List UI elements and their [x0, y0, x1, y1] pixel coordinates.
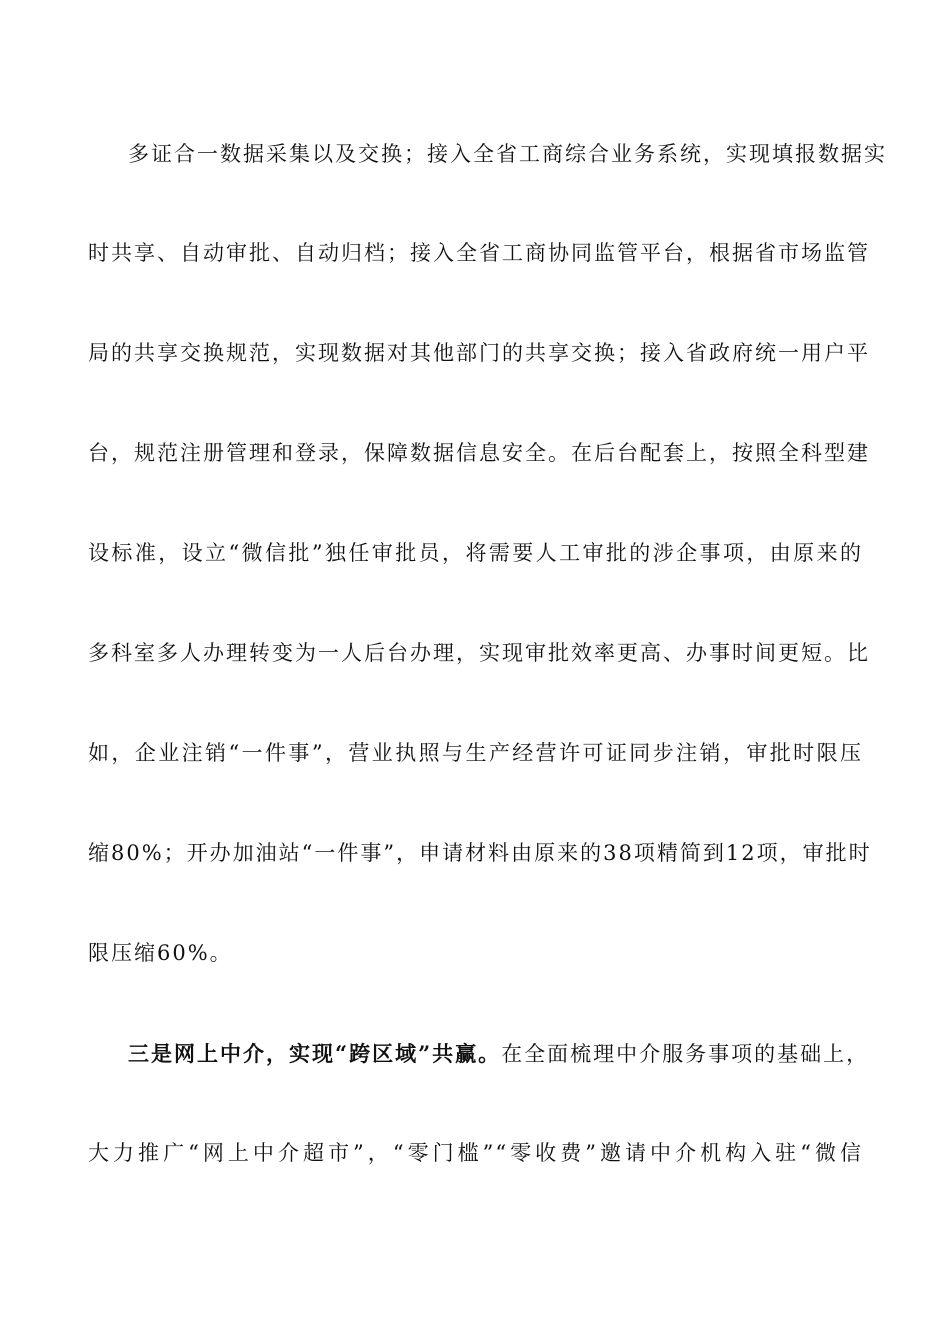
text-line	[128, 1040, 870, 1068]
text-line: 多证合一数据采集以及交换；接入全省工商综合业务系统，实现填报数据实	[128, 142, 887, 166]
text-line: 多科室多人办理转变为一人后台办理，实现审批效率更高、办事时间更短。比	[88, 641, 870, 665]
text-line: 设标准，设立“微信批”独任审批员，将需要人工审批的涉企事项，由原来的	[88, 541, 863, 565]
text-line: 台，规范注册管理和登录，保障数据信息安全。在后台配套上，按照全科型建	[88, 441, 870, 465]
text-line: 如，企业注销“一件事”，营业执照与生产经营许可证同步注销，审批时限压	[88, 741, 863, 765]
text-line: 缩80%；开办加油站“一件事”，申请材料由原来的38项精简到12项，审批时	[88, 841, 872, 865]
section-heading: 三是网上中介，实现“跨区域”共赢。	[128, 1041, 502, 1066]
text-line: 时共享、自动审批、自动归档；接入全省工商协同监管平台，根据省市场监管	[88, 241, 870, 265]
heading-continuation: 在全面梳理中介服务事项的基础上，	[501, 1042, 870, 1066]
text-line: 大力推广“网上中介超市”，“零门槛”“零收费”邀请中介机构入驻“微信	[88, 1141, 863, 1165]
text-line: 局的共享交换规范，实现数据对其他部门的共享交换；接入省政府统一用户平	[88, 341, 870, 365]
text-line: 限压缩60%。	[88, 941, 233, 965]
